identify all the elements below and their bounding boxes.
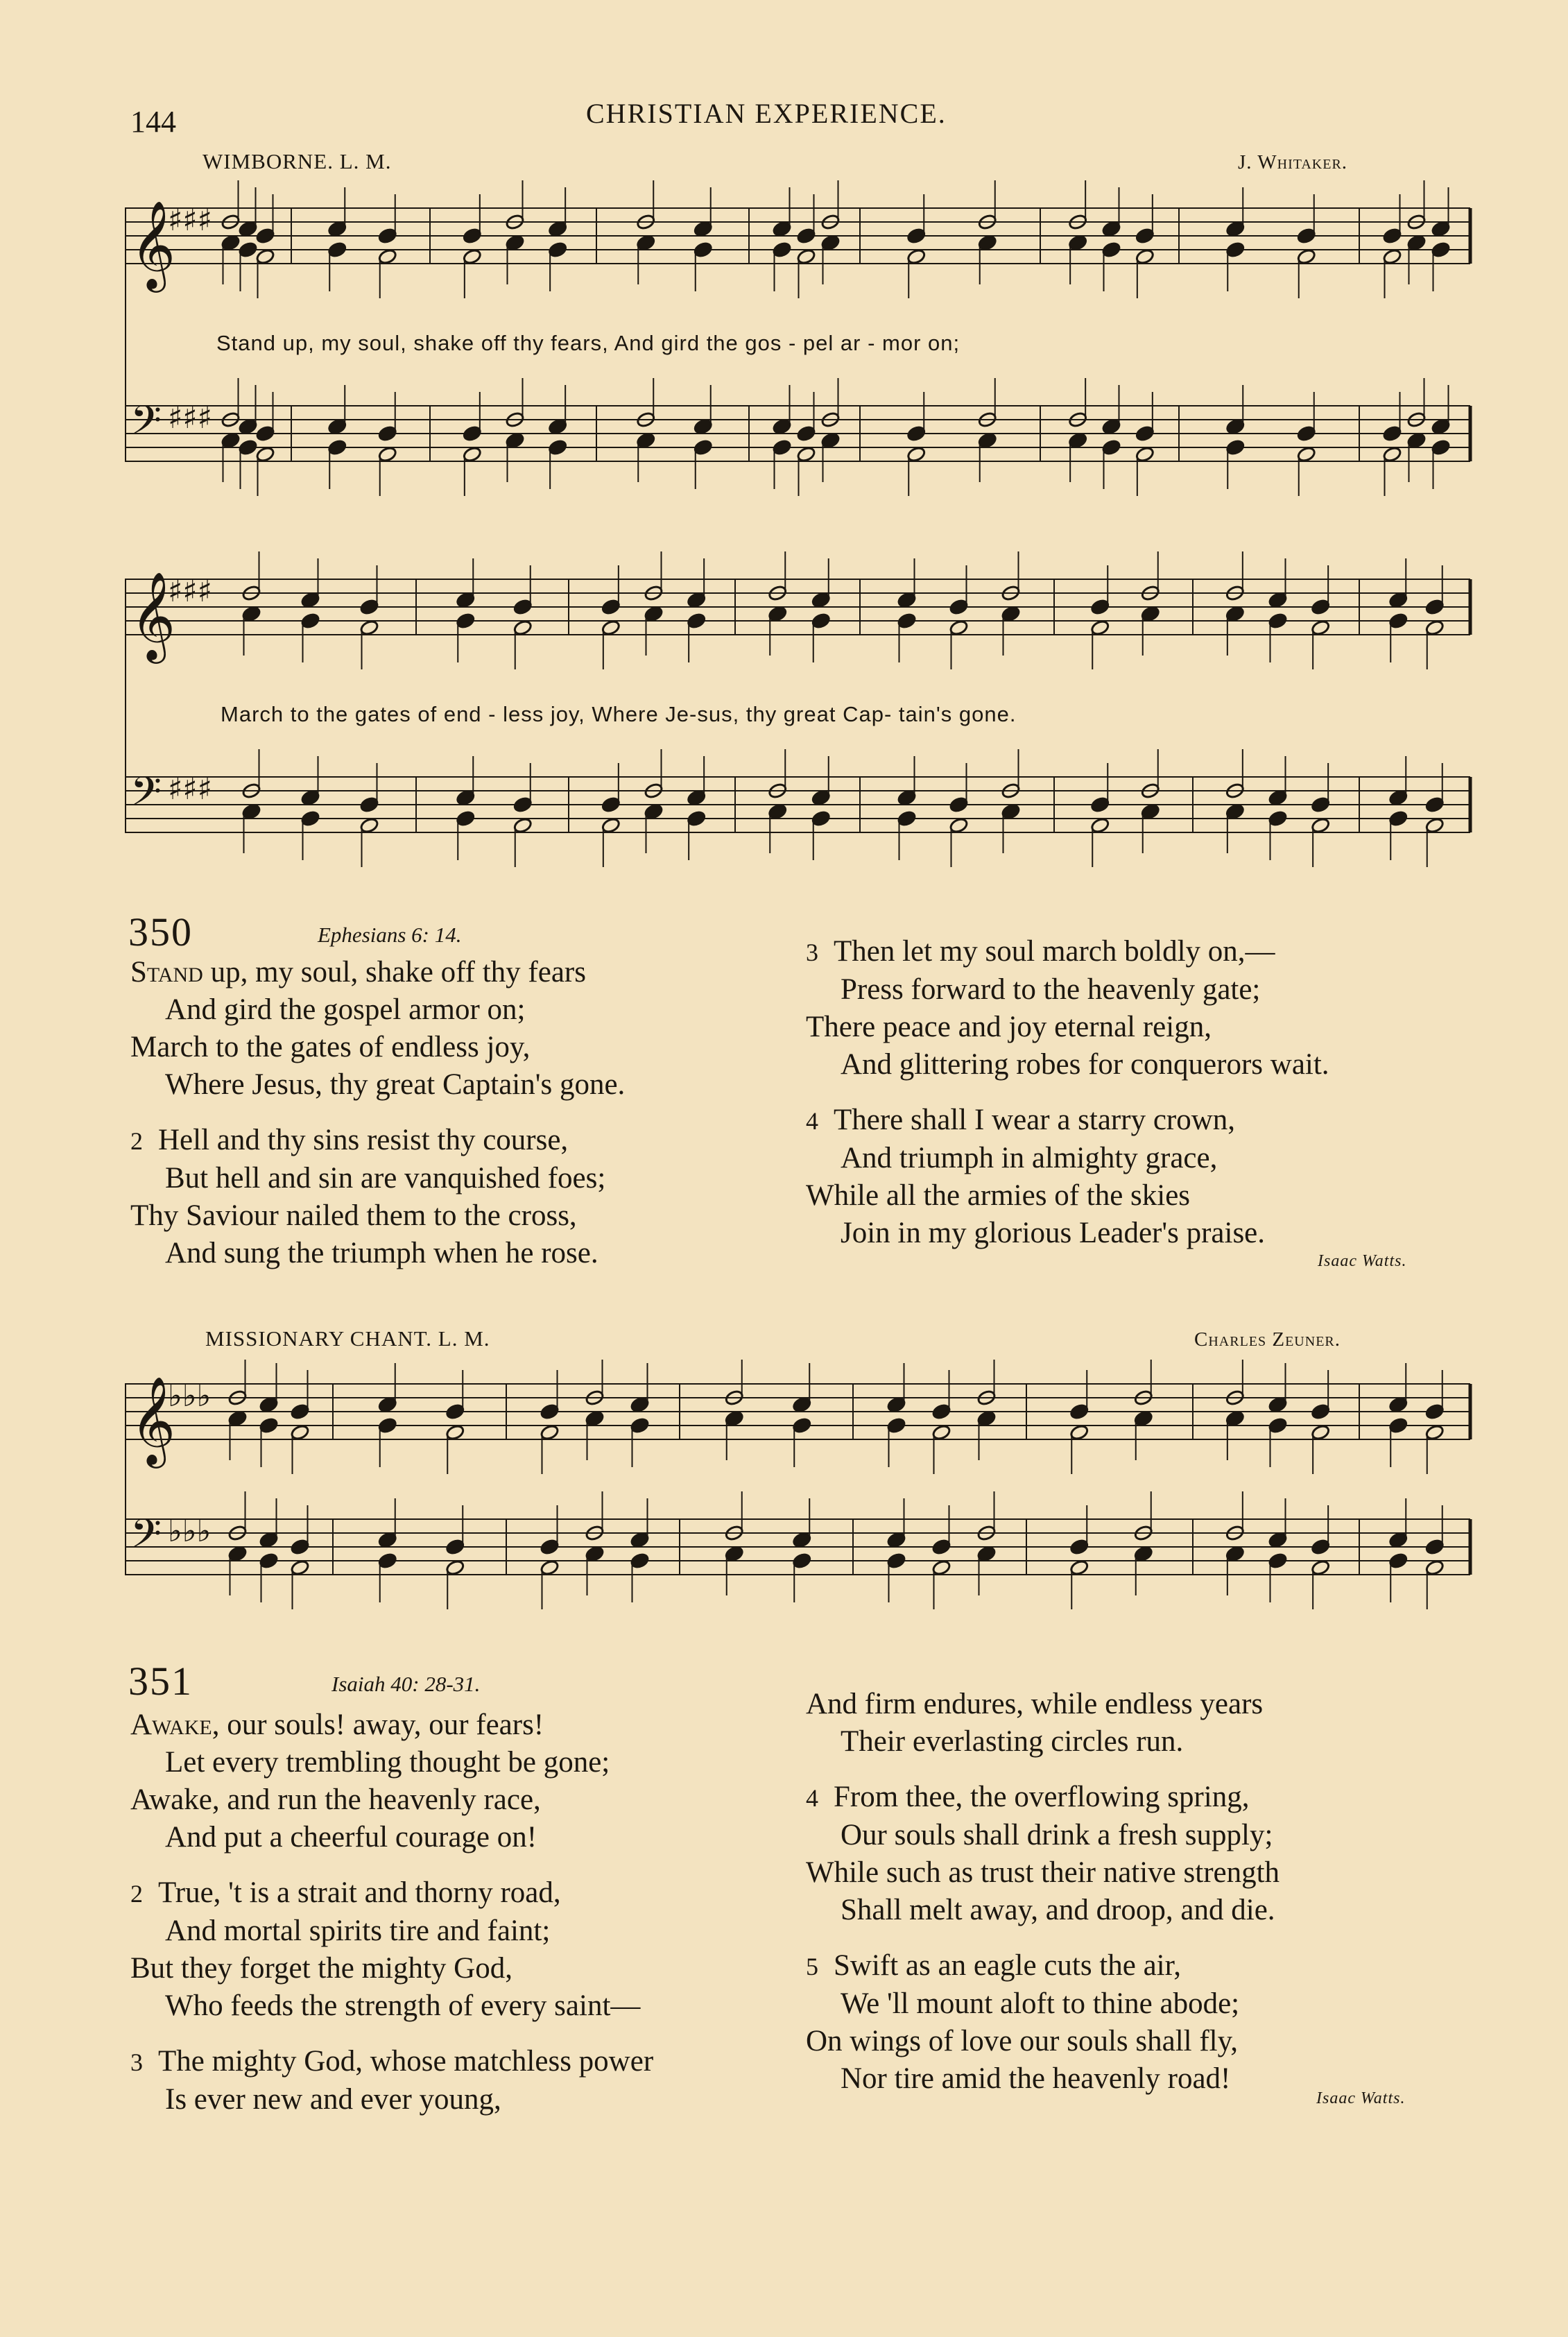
lyrics-line-1: Stand up, my soul, shake off thy fears, And gird the gos - pel ar - mor on; [216,331,960,355]
svg-text:♯♯♯: ♯♯♯ [168,771,212,807]
verse-line: And firm endures, while endless years [806,1688,1264,1720]
svg-text:♯♯♯: ♯♯♯ [168,574,212,609]
page-number: 144 [130,105,176,139]
hymn-number-350: 350 [128,909,193,955]
stanza-number: 2 [130,1127,143,1155]
svg-text:𝄞: 𝄞 [130,571,176,660]
verse-first-word: Awake [130,1709,212,1741]
svg-text:𝄞: 𝄞 [130,200,176,289]
verse-line: While all the armies of the skies [806,1179,1191,1212]
hymn-350-column-left [130,954,625,1272]
verse-line: 3 The mighty God, whose matchless power [130,2043,653,2081]
verse-line: Stand up, my soul, shake off thy fears [130,956,586,988]
verse-line: March to the gates of endless joy, [130,1031,531,1063]
svg-text:𝄢: 𝄢 [130,768,162,825]
verse-line: We 'll mount aloft to thine abode; [841,1987,1240,2020]
stanza-number: 3 [806,939,818,966]
verse-line: And glittering robes for conquerors wait. [841,1048,1329,1081]
svg-text:𝄢: 𝄢 [130,1510,162,1567]
verse-line: 4 There shall I wear a starry crown, [806,1102,1329,1140]
verse-line: Press forward to the heavenly gate; [841,973,1261,1006]
verse-line: 4 From thee, the overflowing spring, [806,1779,1280,1817]
hymn-351-column-right [806,1686,1280,2098]
composer-zeuner: Charles Zeuner. [1194,1328,1341,1351]
verse-line: Join in my glorious Leader's praise. [841,1217,1266,1249]
verse-line: But hell and sin are vanquished foes; [165,1162,606,1195]
tune-title-missionary-chant: MISSIONARY CHANT. L. M. [205,1326,490,1351]
stanza-number: 3 [130,2048,143,2076]
verse-line: Where Jesus, thy great Captain's gone. [165,1068,626,1101]
verse-line: While such as trust their native strength [806,1856,1280,1889]
author-351: Isaac Watts. [1316,2089,1406,2107]
verse-line: Awake, our souls! away, our fears! [130,1709,544,1741]
verse-first-word: Stand [130,956,203,988]
verse-line: And gird the gospel armor on; [165,993,526,1026]
verse-line: And put a cheerful courage on! [165,1821,537,1854]
stanza-number: 4 [806,1784,818,1812]
stanza-number: 4 [806,1107,818,1135]
verse-line: 5 Swift as an eagle cuts the air, [806,1947,1280,1985]
verse-line: Let every trembling thought be gone; [165,1746,610,1779]
verse-line: But they forget the mighty God, [130,1952,512,1985]
verse-line: 2 Hell and thy sins resist thy course, [130,1122,625,1160]
stanza-number: 2 [130,1880,143,1908]
verse-line: And sung the triumph when he rose. [165,1237,598,1269]
composer-whitaker: J. Whitaker. [1238,151,1348,173]
score-missionary-chant [125,1360,1484,1630]
verse-line: Their everlasting circles run. [841,1725,1184,1758]
running-head: CHRISTIAN EXPERIENCE. [586,98,947,129]
verse-line: Is ever new and ever young, [165,2083,501,2116]
author-350: Isaac Watts. [1318,1252,1407,1270]
hymn-350-column-right [806,933,1329,1252]
verse-line: Thy Saviour nailed them to the cross, [130,1199,577,1232]
verse-line: There peace and joy eternal reign, [806,1011,1212,1043]
verse-line: And mortal spirits tire and faint; [165,1915,551,1947]
hymn-number-351: 351 [128,1659,193,1704]
lyrics-line-2: March to the gates of end - less joy, Where Je-sus, thy great Cap- tain's gone. [221,702,1017,726]
svg-text:𝄢: 𝄢 [130,397,162,454]
svg-text:♯♯♯: ♯♯♯ [168,203,212,238]
verse-line: 3 Then let my soul march boldly on,— [806,933,1329,971]
verse-line: Shall melt away, and droop, and die. [841,1894,1275,1926]
svg-text:♯♯♯: ♯♯♯ [168,400,212,436]
verse-line: On wings of love our souls shall fly, [806,2025,1239,2057]
stanza-number: 5 [806,1953,818,1980]
verse-line: Who feeds the strength of every saint— [165,1989,641,2022]
music-staff-treble-bass [125,1360,1484,1630]
verse-line: 2 True, 't is a strait and thorny road, [130,1874,653,1912]
scripture-350: Ephesians 6: 14. [318,923,462,947]
tune-title-wimborne: WIMBORNE. L. M. [203,149,392,173]
hymn-351-column-left [130,1706,653,2118]
verse-line: Nor tire amid the heavenly road! [841,2062,1231,2095]
verse-line: Awake, and run the heavenly race, [130,1783,541,1816]
verse-line: Our souls shall drink a fresh supply; [841,1819,1273,1851]
verse-line: And triumph in almighty grace, [841,1142,1218,1174]
svg-text:𝄞: 𝄞 [130,1376,176,1464]
svg-text:♭♭♭: ♭♭♭ [168,1514,212,1549]
scripture-351: Isaiah 40: 28-31. [331,1672,481,1696]
svg-text:♭♭♭: ♭♭♭ [168,1378,212,1414]
